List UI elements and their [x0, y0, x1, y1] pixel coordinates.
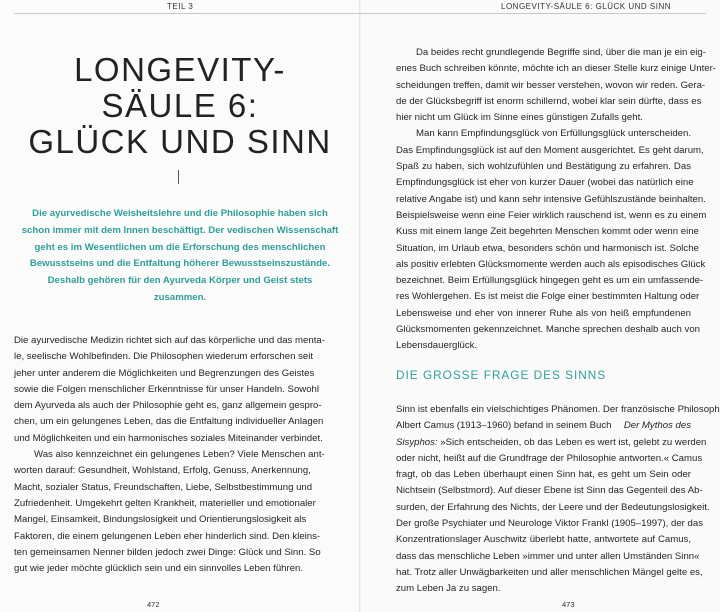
page-number-right: 473: [562, 600, 575, 609]
body-line: und Möglichkeiten und ein harmonisches soziales Miteinander verbindet.: [14, 432, 323, 444]
body-line: res Wohlergehen. Es ist meist die Folge einer bestimmten Haltung oder: [396, 291, 700, 303]
body-line: Lebensweise und eher von innerer Ruhe als von heiß empfundenen: [396, 307, 691, 319]
body-line: Man kann Empfindungsglück von Erfüllungsglück unterscheiden.: [416, 128, 691, 140]
right-body-text: [396, 45, 716, 355]
body-line: Da beides recht grundlegende Begriffe sind, über die man je ein eig-: [416, 47, 706, 58]
section-body-text: [396, 402, 720, 598]
body-line: surden, der Erfahrung des Nichts, der Leere und der Bedeutungslosigkeit.: [396, 501, 710, 513]
title-line: LONGEVITY-: [74, 51, 286, 88]
body-line: scheidungen treffen, damit wir besser verstehen, wovon wir reden. Gera-: [396, 79, 706, 91]
body-line: bezeichnet. Beim Erfüllungsglück hingegen geht es um ein umfassende-: [396, 275, 704, 287]
body-line: le, seelische Wohlbefinden. Die Philosophen wiederum erforschen seit: [14, 351, 313, 363]
chapter-title: [0, 52, 360, 160]
body-line: Glücksmomenten gekennzeichnet. Manche sprechen deshalb auch von: [396, 324, 700, 336]
body-line: worten darauf: Gesundheit, Wohlstand, Erfolg, Genuss, Anerkennung,: [14, 465, 311, 477]
title-line: GLÜCK UND SINN: [28, 123, 332, 160]
body-line: Faktoren, die einem gelungenen Leben eher hinderlich sind. Den kleins-: [14, 530, 321, 542]
body-line: hat. Trotz aller Unwägbarkeiten und aller menschlichen Mängel gelte es,: [396, 566, 703, 578]
body-line: Der große Psychiater und Neurologe Viktor Frankl (1905–1997), der das: [396, 518, 703, 530]
body-line-segment: Albert Camus (1913–1960) befand in seinem Buch: [396, 420, 615, 432]
book-title: Der Mythos des: [623, 420, 691, 432]
running-head-right: LONGEVITY-SÄULE 6: GLÜCK UND SINN: [501, 2, 672, 11]
body-line: Was also kennzeichnet ein gelungenes Leben? Viele Menschen ant-: [34, 449, 325, 461]
body-line: ten gemeinsamen Nenner bilden jedoch zwei Dinge: Glück und Sinn. So: [14, 546, 321, 558]
body-line: oder nicht, heißt auf die Grundfrage der Philosophie antworten.« Camus: [396, 452, 703, 464]
running-head-left: TEIL 3: [167, 2, 194, 11]
page-number-left: 472: [147, 600, 160, 609]
body-line: Kuss mit einem lange Zeit begehrten Menschen kommt oder wenn eine: [396, 226, 699, 238]
intro-line: zusammen.: [153, 291, 207, 303]
section-heading: DIE GROSSE FRAGE DES SINNS: [396, 368, 607, 382]
body-line: dem Ayurveda als auch der Philosophie geht es, ganz allgemein gespro-: [14, 400, 322, 412]
body-line: als positiv erlebten Glücksmomente werden auch als episodisches Glück: [396, 258, 706, 270]
body-line: enes Buch schreiben könnte, möchte ich an dieser Stelle kurz einige Unter-: [396, 63, 716, 75]
body-line: Mangel, Einsamkeit, Bindungslosigkeit und Orientierungslosigkeit als: [14, 514, 307, 526]
body-line: Konzentrationslager Auschwitz überlebt hatte, antwortete auf Camus,: [396, 534, 691, 546]
body-line: Sinn ist ebenfalls ein vielschichtiges Phänomen. Der französische Philosoph: [396, 404, 720, 415]
body-line: relative Angabe ist) und kann sehr intensive Gefühlszustände beinhalten.: [396, 193, 706, 205]
body-line: Macht, sozialer Status, Freundschaften, Liebe, Selbstbestimmung und: [14, 481, 313, 493]
body-line: Das Empfindungsglück ist auf den Moment ausgerichtet. Es geht darum,: [396, 144, 704, 156]
body-line: gut wie jeder möchte glücklich sein und ein sinnvolles Leben führen.: [14, 563, 304, 575]
intro-line: Deshalb gehören für den Ayurveda Körper und Geist stets: [47, 275, 313, 287]
body-line: Beispielsweise wenn eine Feier wirklich rauschend ist, wenn es zu einem: [396, 209, 707, 221]
body-line: Zufriedenheit. Umgekehrt gelten Krankheit, materieller und emotionaler: [14, 497, 316, 509]
chapter-intro: [0, 206, 360, 307]
body-line: de der Glücksbegriff ist enorm schillernd, wobei klar sein dürfte, dass es: [396, 95, 702, 107]
body-line: dass das menschliche Leben »immer und unter allen Umständen Sinn«: [396, 550, 700, 562]
body-line: jeher unter anderem die Möglichkeiten und Begrenzungen des Geistes: [14, 367, 315, 379]
body-line: Situation, im Urlaub etwa, besonders schön und harmonisch ist. Solche: [396, 242, 699, 254]
intro-line: schon immer mit dem Innen beschäftigt. Der vedischen Wissenschaft: [21, 224, 339, 236]
body-line: Nichtsein (Selbstmord). Auf dieser Ebene ist Sinn das Gegenteil des Ab-: [396, 485, 703, 497]
title-line: SÄULE 6:: [101, 87, 259, 124]
book-title: Sisyphos:: [396, 436, 441, 448]
body-line: chen, um ein gelungenes Leben, das die Entfaltung individueller Anlagen: [14, 416, 324, 428]
body-line-segment: »Sich entscheiden, ob das Leben es wert ist, gelebt zu werden: [440, 436, 707, 448]
body-line: Die ayurvedische Medizin richtet sich auf das körperliche und das menta-: [14, 335, 325, 346]
body-line: hier nicht um Glück im Sinne eines günstigen Zufalls geht.: [396, 112, 643, 124]
intro-line: Bewusstseins und die Entfaltung höherer Bewusstseinszustände.: [29, 258, 331, 270]
body-line: sowie die Folgen menschlicher Erkenntnisse für unser Handeln. Sowohl: [14, 383, 320, 395]
title-divider: [178, 170, 179, 184]
body-line: fragt, ob das Leben überhaupt einen Sinn hat, es geht um Sein oder: [396, 469, 691, 481]
intro-line: Die ayurvedische Weisheitslehre und die Philosophie haben sich: [32, 208, 328, 219]
body-line: Spaß zu haben, sich wohlzufühlen und Bestätigung zu erfahren. Das: [396, 161, 691, 173]
body-line: zum Leben Ja zu sagen.: [396, 583, 501, 595]
body-line: [396, 418, 691, 434]
header-rule-right: [360, 13, 706, 14]
header-rule-left: [14, 13, 360, 14]
body-line: Lebensdauerglück.: [396, 340, 478, 352]
body-line: [396, 435, 707, 451]
left-body-text: [14, 333, 325, 577]
intro-line: geht es im Wesentlichen um die Erforschung des menschlichen: [34, 241, 326, 253]
body-line: Empfindungsglück ist eher von kurzer Dauer (wobei das natürlich eine: [396, 177, 694, 189]
